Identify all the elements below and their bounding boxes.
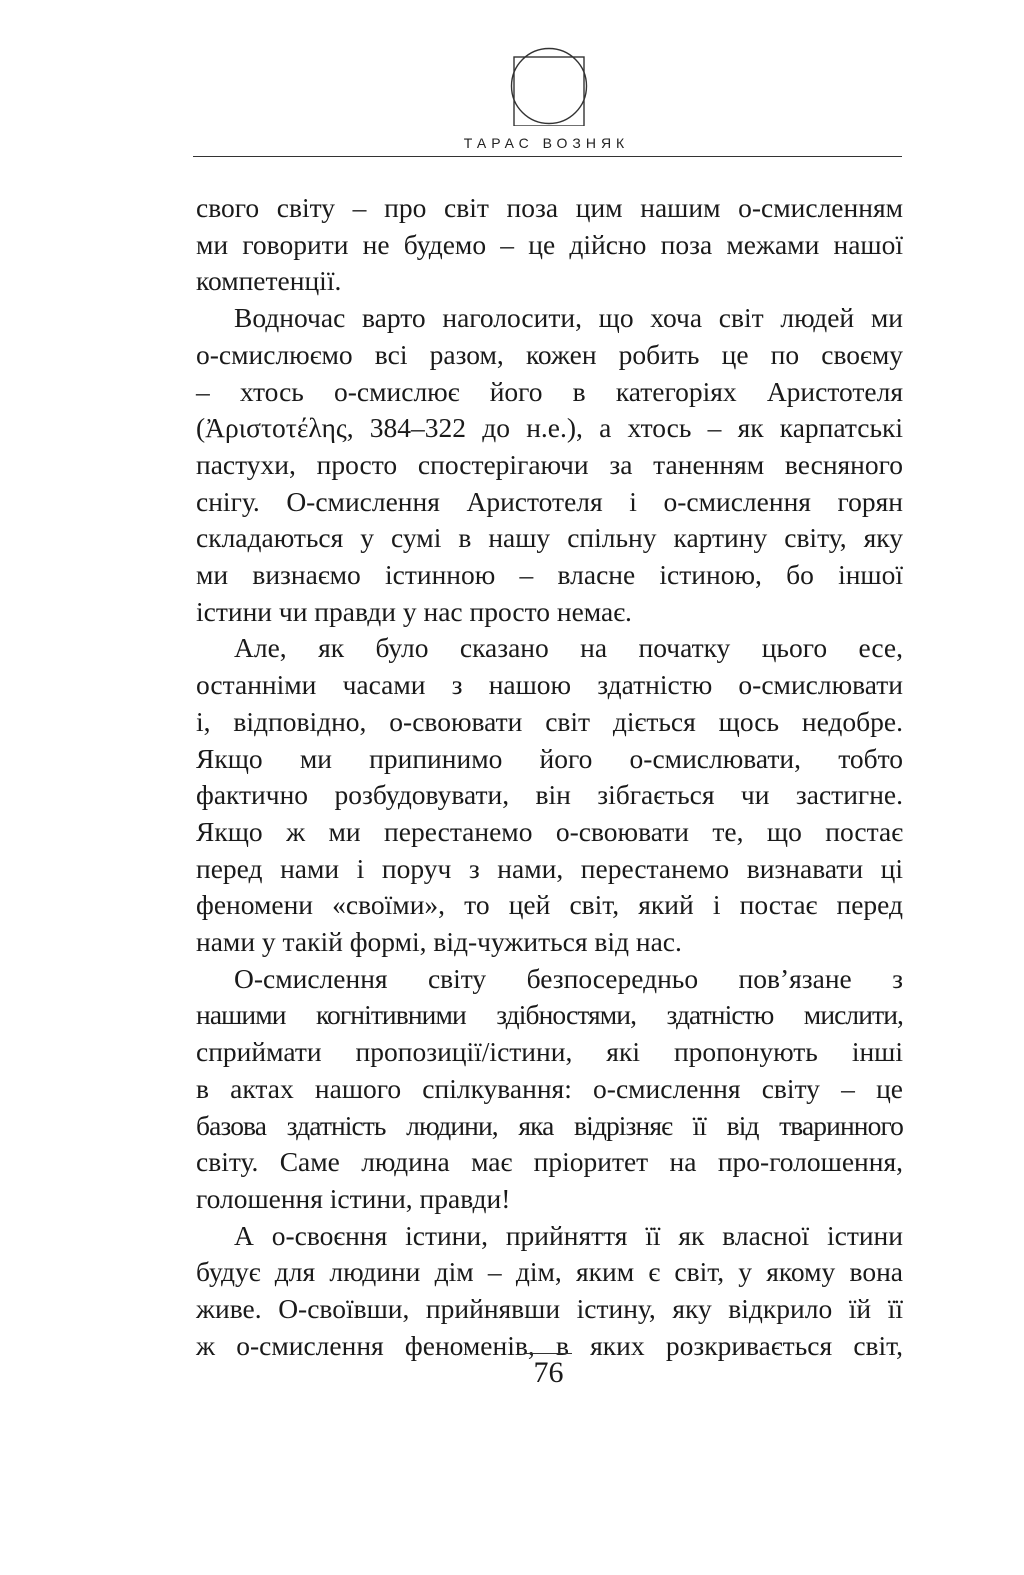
text-line: голошення істини, правди! (196, 1182, 511, 1214)
text-line: ми визнаємо істинною – власне істиною, бо іншої (196, 559, 903, 591)
text-line: свого світу – про світ поза цим нашим о-смисленням (196, 192, 903, 223)
text-line: ми говорити не будемо – це дійсно поза межами нашої (196, 228, 903, 260)
text-line: Якщо ми припинимо його о-смислювати, тобто (196, 742, 903, 774)
text-line: Водночас варто наголосити, що хоча світ людей ми (234, 302, 903, 334)
text-line: базова здатність людини, яка відрізняє її від тваринного (196, 1109, 903, 1141)
text-line: О-смислення світу безпосередньо пов’язане з (234, 962, 903, 994)
text-line: А о-своєння істини, прийняття її як власної істини (234, 1219, 903, 1251)
text-line: складаються у сумі в нашу спільну картину світу, яку (196, 522, 903, 554)
text-line: останніми часами з нашою здатністю о-смислювати (196, 669, 903, 701)
text-line: ж о-смислення феноменів, в яких розкривається світ, (196, 1329, 903, 1361)
body-text (196, 190, 903, 1365)
text-line: перед нами і поруч з нами, перестанемо визнавати ці (196, 852, 903, 884)
text-line: світу. Саме людина має пріоритет на про-голошення, (196, 1146, 903, 1178)
text-line: нами у такій формі, від-чужиться від нас. (196, 926, 682, 958)
emblem-circle-square-icon (509, 46, 589, 126)
header-rule (193, 156, 902, 157)
text-line: нашими когнітивними здібностями, здатністю мислити, (196, 999, 903, 1031)
text-line: компетенції. (196, 265, 342, 297)
text-line: живе. О-своївши, прийнявши істину, яку відкрило їй її (196, 1293, 903, 1325)
text-line: – хтось о-смислює його в категоріях Аристотеля (196, 375, 903, 407)
text-line: снігу. О-смислення Аристотеля і о-смислення горян (196, 485, 903, 517)
text-line: Але, як було сказано на початку цього есе, (234, 632, 903, 664)
text-line: пастухи, просто спостерігаючи за таненням весняного (196, 448, 903, 480)
text-line: сприймати пропозиції/істини, які пропонують інші (196, 1036, 903, 1068)
text-line: Якщо ж ми перестанемо о-своювати те, що постає (196, 815, 903, 847)
text-line: фактично розбудовувати, він зібгається чи застигне. (196, 779, 903, 811)
page-number: 76 (533, 1356, 564, 1389)
text-line: будує для людини дім – дім, яким є світ, у якому вона (196, 1256, 903, 1288)
text-line: в актах нашого спілкування: о-смислення світу – це (196, 1072, 903, 1104)
text-line: і, відповідно, о-своювати світ діється щось недобре. (196, 705, 903, 737)
text-line: істини чи правди у нас просто немає. (196, 595, 632, 627)
running-head-author: ТАРАС ВОЗНЯК (463, 135, 630, 151)
folio-rule (525, 1353, 572, 1354)
text-line: (Ἀριστοτέλης, 384–322 до н.е.), а хтось – як карпатські (196, 412, 903, 444)
text-line: о-смислюємо всі разом, кожен робить це по своєму (196, 338, 903, 370)
text-line: феномени «своїми», то цей світ, який і постає перед (196, 889, 903, 921)
